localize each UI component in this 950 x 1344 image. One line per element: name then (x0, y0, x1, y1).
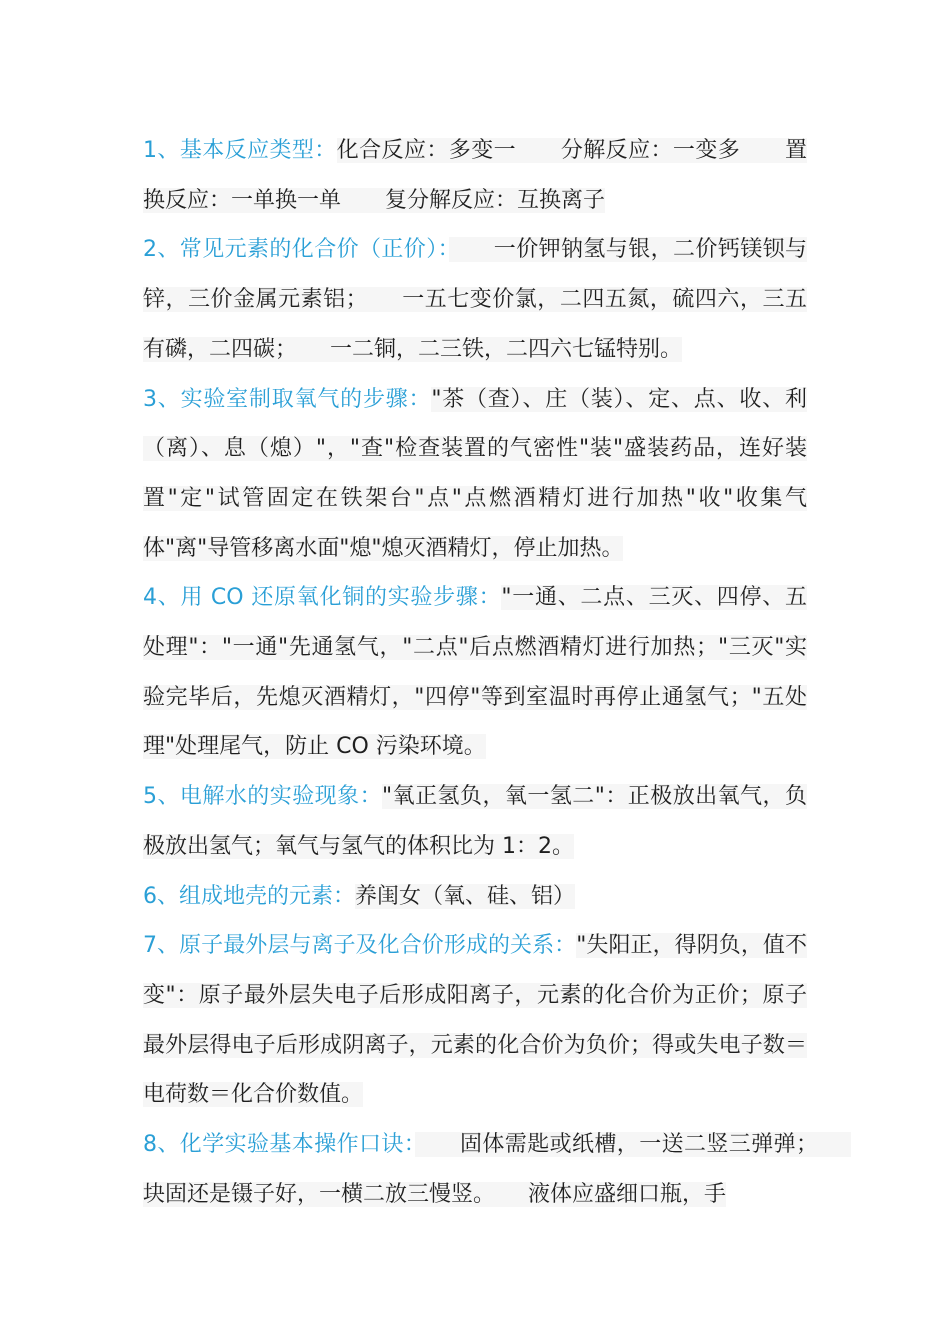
item-body: "失阳正，得阴负，值不变"：原子最外层失电子后形成阳离子，元素的化合价为正价；原子最外层得电子后形成阴离子，元素的化合价为负价；得或失电子数＝电荷数＝化合价数值。 (143, 933, 807, 1108)
list-item (143, 573, 807, 772)
list-item (143, 1120, 852, 1219)
item-body: "一通、二点、三灭、四停、五处理"："一通"先通氢气，"二点"后点燃酒精灯进行加热；"三灭"实验完毕后，先熄灭酒精灯，"四停"等到室温时再停止通氢气；"五处理"处理尾气，防止 CO 污染环境。 (143, 585, 807, 760)
item-body: 一价钾钠氢与银，二价钙镁钡与锌，三价金属元素铝； 一五七变价氯，二四五氮，硫四六，三五有磷，二四碳； 一二铜，二三铁，二四六七锰特别。 (143, 237, 807, 362)
item-body: 化合反应：多变一 分解反应：一变多 置换反应：一单换一单 复分解反应：互换离子 (143, 138, 807, 213)
list-item (143, 772, 807, 871)
list-item (143, 872, 807, 922)
item-heading: 4、用 CO 还原氧化铜的实验步骤： (143, 585, 502, 611)
item-heading: 6、组成地壳的元素： (143, 883, 355, 909)
item-heading: 5、电解水的实验现象： (143, 784, 383, 810)
item-body: "氧正氢负，氧一氢二"：正极放出氧气，负极放出氢气；氧气与氢气的体积比为 1：2。 (143, 784, 807, 859)
item-body: 固体需匙或纸槽，一送二竖三弹弹； 块固还是镊子好，一横二放三慢竖。 液体应盛细口瓶，手 (143, 1132, 852, 1207)
item-heading: 1、基本反应类型： (143, 138, 337, 163)
item-heading: 8、化学实验基本操作口诀： (143, 1132, 416, 1158)
item-heading: 7、原子最外层与离子及化合价形成的关系： (143, 933, 577, 959)
list-item (143, 126, 807, 225)
item-heading: 3、实验室制取氧气的步骤： (143, 386, 432, 412)
list-item (143, 375, 807, 574)
item-heading: 2、常见元素的化合价（正价）： (143, 237, 449, 263)
document-body (143, 126, 852, 1219)
item-body: 养闺女（氧、硅、铝） (355, 883, 576, 909)
list-item (143, 225, 807, 374)
list-item (143, 921, 807, 1120)
item-body: "茶（查）、庄（装）、定、点、收、利（离）、息（熄）"，"查"检查装置的气密性"装"盛装药品，连好装置"定"试管固定在铁架台"点"点燃酒精灯进行加热"收"收集气体"离"导管移离水面"熄"熄灭酒精灯，停止加热。 (143, 386, 807, 561)
